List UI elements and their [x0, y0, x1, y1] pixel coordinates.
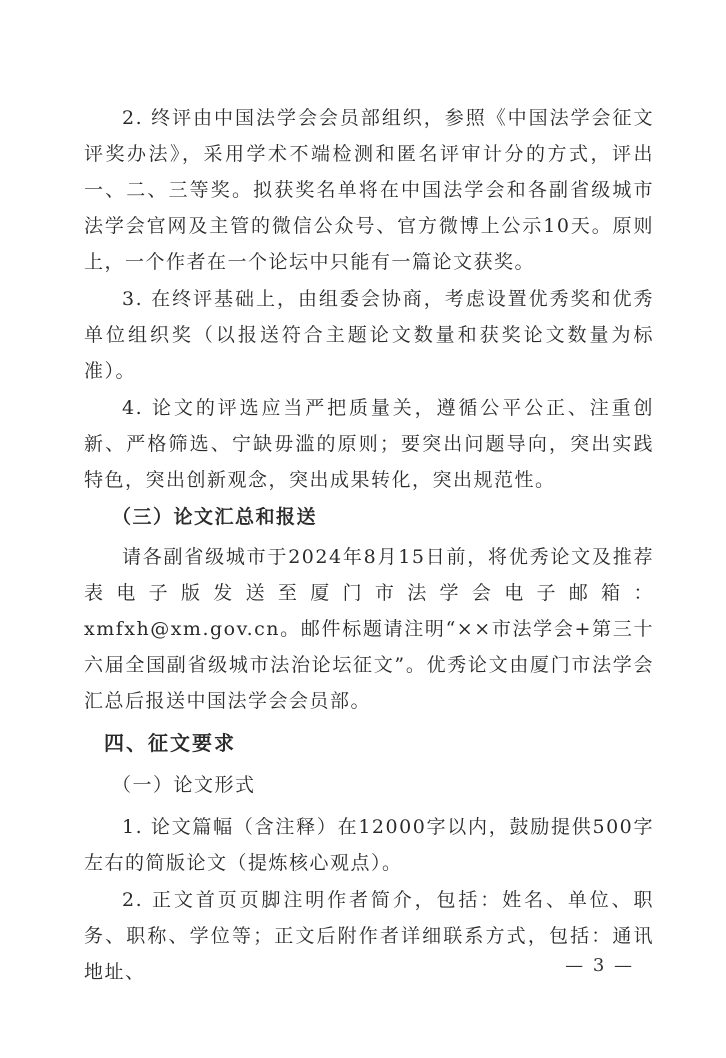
paragraph-selection-principles: 4. 论文的评选应当严把质量关，遵循公平公正、注重创新、严格筛选、宁缺毋滥的原则；要突出问题导向，突出实践特色，突出创新观念，突出成果转化，突出规范性。	[84, 397, 654, 491]
paragraph-submission-instructions: 请各副省级城市于2024年8月15日前，将优秀论文及推荐表电子版发送至厦门市法学会电子邮箱：xmfxh@xm.gov.cn。邮件标题请注明“××市法学会+第三十六届全国副省级城市法治论坛征文”。优秀论文由厦门市法学会汇总后报送中国法学会会员部。	[84, 546, 654, 712]
paragraph-excellence-award: 3. 在终评基础上，由组委会协商，考虑设置优秀奖和优秀单位组织奖（以报送符合主题论文数量和获奖论文数量为标准）。	[84, 288, 654, 382]
document-body	[84, 100, 654, 991]
paragraph-length-requirement: 1. 论文篇幅（含注释）在12000字以内，鼓励提供500字左右的简版论文（提炼核心观点）。	[84, 816, 654, 874]
paragraph-author-info: 2. 正文首页页脚注明作者简介，包括：姓名、单位、职务、职称、学位等；正文后附作者详细联系方式，包括：通讯地址、	[84, 889, 654, 983]
page-number: — 3 —	[565, 955, 634, 976]
subheading-paper-format: （一）论文形式	[112, 774, 256, 796]
paragraph-final-review: 2. 终评由中国法学会会员部组织，参照《中国法学会征文评奖办法》，采用学术不端检测和匿名评审计分的方式，评出一、二、三等奖。拟获奖名单将在中国法学会和各副省级城市法学会官网及主管的微信公众号、官方微博上公示10天。原则上，一个作者在一个论坛中只能有一篇论文获奖。	[84, 107, 654, 273]
section-heading-requirements: 四、征文要求	[104, 731, 236, 755]
heading-collection-submission: （三）论文汇总和报送	[112, 506, 318, 528]
